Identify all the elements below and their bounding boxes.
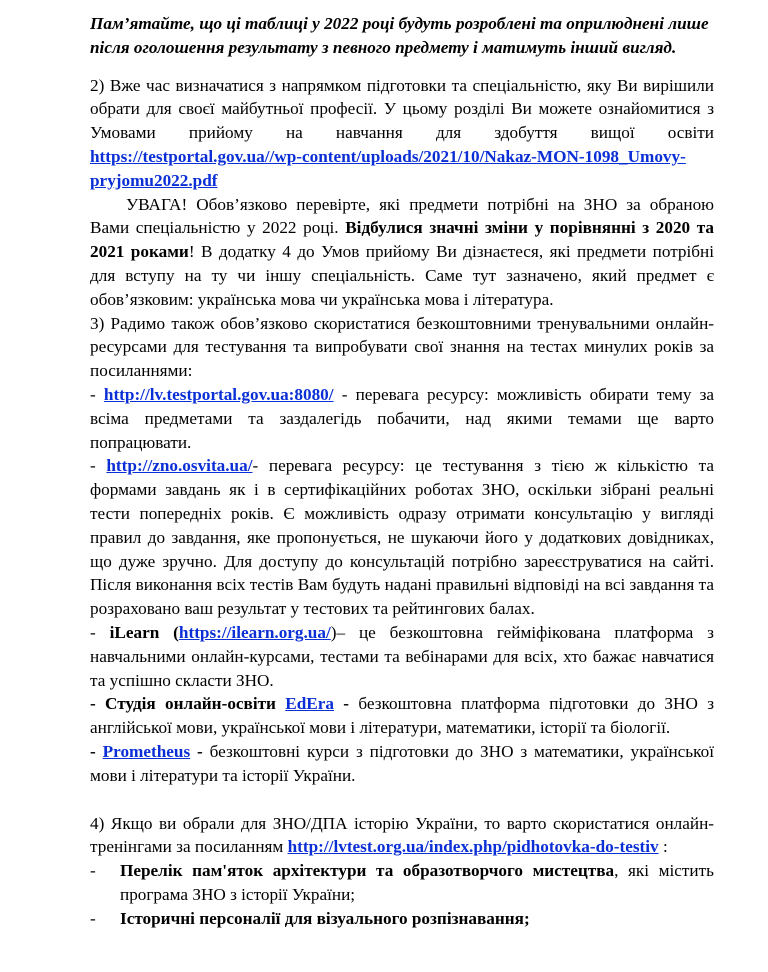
ilearn-name: iLearn	[109, 622, 160, 642]
ilearn-paren: (	[159, 622, 179, 642]
resource-osvita	[90, 454, 714, 621]
section-2-paragraph	[90, 74, 714, 193]
edera-label: - Студія онлайн-освіти	[90, 694, 286, 714]
spacer	[90, 60, 714, 74]
edera-link[interactable]: EdEra	[285, 694, 334, 714]
resource-dash: -	[90, 384, 104, 404]
list-dash: -	[90, 861, 96, 881]
testportal-link[interactable]: http://lv.testportal.gov.ua:8080/	[103, 384, 334, 404]
list-item	[90, 859, 714, 907]
section-4-after: :	[658, 837, 668, 857]
resource-ilearn-text: )– це безкоштовна гейміфікована платформа з навчальними онлайн-курсами, тестами та вебінарами для всіх, хто бажає навчатися та успішно скласти ЗНО.	[90, 622, 714, 690]
section-2-text: 2) Вже час визначатися з напрямком підготовки та спеціальністю, яку Ви вирішили обрати для своєї майбутньої професії. У цьому розділі Ви можете ознайомитися з Умовами прийому на навчання для здобуття вищої освіти	[90, 75, 714, 143]
list-item-text: , які містить програма ЗНО з історії України;	[120, 861, 714, 904]
spacer	[90, 788, 714, 812]
resource-prometheus-text: безкоштовні курси з підготовки до ЗНО з математики, української мови і літератури та історії України.	[90, 741, 714, 785]
resource-dash: -	[90, 456, 107, 476]
resource-edera	[90, 692, 714, 740]
prometheus-link[interactable]: Prometheus	[102, 741, 191, 761]
list-item	[90, 907, 714, 931]
resource-edera-text: безкоштовна платформа підготовки до ЗНО з англійської мови, української мови і літератури, математики, історії та біології.	[90, 694, 714, 738]
section-3-paragraph: 3) Радимо також обов’язково скористатися безкоштовними тренувальними онлайн-ресурсами для тестування та випробувати свої знання на тестах минулих років за посиланнями:	[90, 313, 714, 381]
intro-note: Пам’ятайте, що ці таблиці у 2022 році будуть розроблені та оприлюднені лише після оголошення результату з певного предмету і матимуть інший вигляд.	[90, 14, 709, 57]
attention-text-2: ! В додатку 4 до Умов прийому Ви дізнаєтеся, які предмети потрібні для вступу на ту чи іншу спеціальність. Саме тут зазначено, який предмет є обов’язковим: українська мова чи українська мова і література.	[90, 242, 714, 309]
section-4-text: 4) Якщо ви обрали для ЗНО/ДПА історію України, то варто скористатися онлайн-тренінгами за посиланням	[90, 813, 714, 857]
list-item-body	[120, 859, 714, 907]
document-page	[90, 12, 714, 930]
lvtest-link[interactable]: http://lvtest.org.ua/index.php/pidhotovka-do-testiv	[287, 837, 659, 857]
resource-osvita-text: - перевага ресурсу: це тестування з тією ж кількістю та формами завдань як і в сертифікаційних роботах ЗНО, оскільки зібрані реальні тести попередніх років. Є можливість одразу отримати консультацію у вигляді правил до завдання, яке пропонується, не шукаючи його у додаткових довідниках, що дуже зручно. Для доступу до консультацій потрібно зареєструватися на сайті. Після виконання всіх тестів Вам будуть надані правильні відповіді на всі завдання та розраховано ваш результат у тестових та рейтингових балах.	[90, 456, 714, 619]
resource-testportal-text: - перевага ресурсу: можливість обирати тему за всіма предметами та заздалегідь побачити, над якими темами ще варто попрацювати.	[90, 384, 714, 452]
attention-paragraph	[90, 193, 714, 312]
list-item-body	[120, 907, 714, 931]
edera-dash: -	[333, 694, 359, 714]
umovy-pryjomu-link[interactable]: https://testportal.gov.ua//wp-content/uploads/2021/10/Nakaz-MON-1098_Umovy-pryjomu2022.pdf	[90, 146, 686, 190]
list-item-bold: Перелік пам'яток архітектури та образотворчого мистецтва	[120, 861, 615, 881]
section-4-paragraph	[90, 812, 714, 860]
attention-bold: Відбулися значні зміни у порівнянні з 2020 та 2021 роками	[90, 218, 714, 262]
list-dash: -	[90, 908, 96, 928]
resource-testportal	[90, 383, 714, 454]
resource-ilearn	[90, 621, 714, 692]
attention-text: УВАГА! Обов’язково перевірте, які предмети потрібні на ЗНО за обраною Вами спеціальністю у 2022 році.	[90, 194, 714, 238]
resource-dash: -	[90, 622, 110, 642]
list-item-bold: Історичні персоналії для візуального розпізнавання;	[120, 908, 530, 928]
resource-prometheus	[90, 740, 714, 788]
ilearn-link[interactable]: https://ilearn.org.ua/	[178, 622, 331, 642]
zno-osvita-link[interactable]: http://zno.osvita.ua/	[106, 456, 253, 476]
prometheus-dash: -	[90, 741, 103, 761]
prometheus-dash-2: -	[190, 741, 210, 761]
